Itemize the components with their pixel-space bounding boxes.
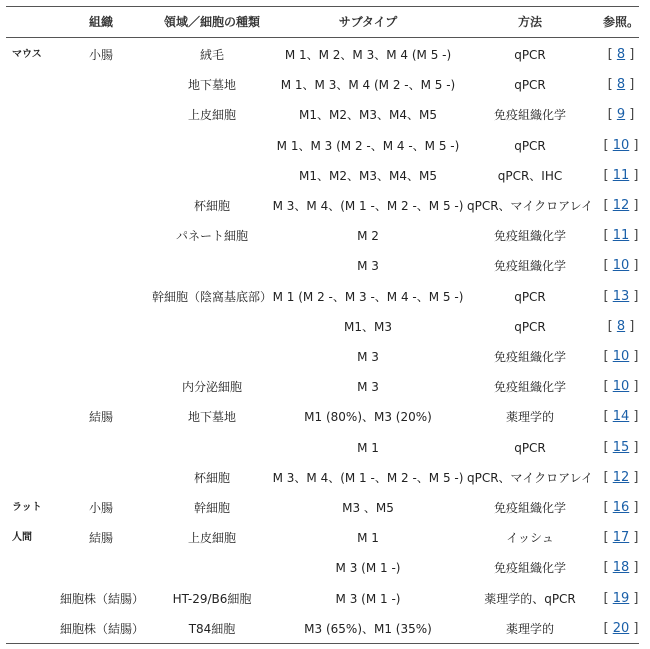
row-region: HT-29/B6細胞 <box>172 591 252 606</box>
reference-link[interactable]: 8 <box>616 318 626 334</box>
row-method: 免疫組織化学 <box>493 350 566 364</box>
header-region: 領域／細胞の種類 <box>163 15 260 29</box>
row-subtype: M1、M2、M3、M4、M5 <box>299 108 437 123</box>
row-tissue <box>60 463 142 493</box>
reference-link[interactable]: 20 <box>612 620 630 636</box>
row-reference: [ 8 ] <box>607 47 635 62</box>
row-tissue <box>60 312 142 342</box>
row-reference: [ 10 ] <box>603 137 639 153</box>
row-reference: [ 14 ] <box>603 409 639 425</box>
row-reference: [ 10 ] <box>603 349 639 364</box>
row-subtype: M 1 <box>357 531 379 546</box>
row-subtype: M3 (65%)、M1 (35%) <box>304 621 432 636</box>
row-region: 地下墓地 <box>187 410 236 425</box>
table-row <box>0 161 650 191</box>
row-species: ラット <box>12 502 42 513</box>
row-subtype: M 3 (M 1 -) <box>335 561 401 576</box>
row-reference: [ 12 ] <box>603 469 639 485</box>
row-subtype: M1 (80%)、M3 (20%) <box>304 410 432 425</box>
reference-link[interactable]: 10 <box>612 379 630 395</box>
row-region: 杯細胞 <box>193 199 230 213</box>
row-tissue <box>60 372 142 402</box>
reference-link[interactable]: 17 <box>612 530 630 546</box>
row-subtype: M 3 (M 1 -) <box>335 591 401 606</box>
row-region: 上皮細胞 <box>187 108 236 123</box>
reference-link[interactable]: 9 <box>616 107 626 123</box>
table-row <box>0 312 650 342</box>
row-region: 幹細胞 <box>193 501 230 515</box>
row-method: 免疫組織化学 <box>493 108 566 123</box>
reference-link[interactable]: 12 <box>612 198 630 213</box>
row-method: qPCR <box>514 440 546 455</box>
table-row <box>0 100 650 130</box>
row-method: qPCR <box>514 48 546 62</box>
row-region: 杯細胞 <box>193 470 230 485</box>
reference-link[interactable]: 12 <box>612 469 630 485</box>
row-method: qPCR、マイクロアレイ <box>466 470 593 485</box>
row-reference: [ 16 ] <box>603 500 639 515</box>
row-subtype: M 3 <box>357 380 379 395</box>
header-rule <box>6 37 639 38</box>
row-tissue: 細胞株（結腸） <box>60 621 145 636</box>
table-row <box>0 70 650 100</box>
row-method: 免疫組織化学 <box>493 259 566 274</box>
row-reference: [ 8 ] <box>607 318 635 334</box>
row-reference: [ 12 ] <box>603 198 639 213</box>
reference-link[interactable]: 15 <box>612 439 630 455</box>
header-subtype: サブタイプ <box>338 15 398 29</box>
table-row <box>0 433 650 463</box>
reference-link[interactable]: 19 <box>612 590 630 606</box>
reference-link[interactable]: 8 <box>616 47 626 62</box>
table-row <box>0 221 650 251</box>
row-tissue <box>60 251 142 281</box>
row-subtype: M 1、M 2、M 3、M 4 (M 5 -) <box>284 48 452 62</box>
row-method: 免疫組織化学 <box>493 561 566 576</box>
table-row <box>0 584 650 614</box>
reference-link[interactable]: 16 <box>612 500 630 515</box>
row-reference: [ 8 ] <box>607 77 635 93</box>
row-subtype: M1、M2、M3、M4、M5 <box>299 168 437 183</box>
row-method: qPCR、マイクロアレイ <box>466 199 593 213</box>
row-reference: [ 17 ] <box>603 530 639 546</box>
table-row <box>0 191 650 221</box>
row-method: 免疫組織化学 <box>493 380 566 395</box>
row-tissue <box>60 433 142 463</box>
reference-link[interactable]: 14 <box>612 409 630 425</box>
row-tissue: 結腸 <box>88 410 113 425</box>
row-tissue: 小腸 <box>88 48 113 62</box>
row-method: 免疫組織化学 <box>493 501 566 515</box>
row-method: 薬理学的 <box>505 621 554 636</box>
row-subtype: M 1 <box>357 440 379 455</box>
row-method: qPCR <box>514 319 546 334</box>
row-tissue <box>60 131 142 161</box>
row-tissue: 小腸 <box>88 501 113 515</box>
row-reference: [ 9 ] <box>607 107 635 123</box>
row-region: パネート細胞 <box>175 229 248 244</box>
table-row <box>0 493 650 523</box>
table-row <box>0 614 650 644</box>
row-tissue <box>60 161 142 191</box>
table-row <box>0 372 650 402</box>
header-method: 方法 <box>517 15 542 29</box>
reference-link[interactable]: 10 <box>612 349 630 364</box>
header-reference: 参照。 <box>602 15 639 29</box>
row-tissue: 細胞株（結腸） <box>60 591 145 606</box>
row-subtype: M 1、M 3、M 4 (M 2 -、M 5 -) <box>280 78 456 93</box>
table-header <box>0 7 650 37</box>
table-row <box>0 251 650 281</box>
table-row <box>0 463 650 493</box>
row-method: イッシュ <box>506 531 554 546</box>
bottom-rule <box>6 643 639 644</box>
reference-link[interactable]: 11 <box>612 228 630 244</box>
table-row <box>0 553 650 583</box>
row-tissue <box>60 191 142 221</box>
table-row <box>0 402 650 432</box>
row-tissue: 結腸 <box>88 531 113 546</box>
row-subtype: M 3、M 4、(M 1 -、M 2 -、M 5 -) <box>272 470 464 485</box>
row-reference: [ 10 ] <box>603 379 639 395</box>
row-method: 薬理学的、qPCR <box>484 591 576 606</box>
row-tissue <box>60 70 142 100</box>
table-row <box>0 342 650 372</box>
row-reference: [ 15 ] <box>603 439 639 455</box>
table-row <box>0 523 650 553</box>
reference-link[interactable]: 8 <box>616 77 626 93</box>
row-reference: [ 10 ] <box>603 258 639 274</box>
reference-link[interactable]: 10 <box>612 137 630 153</box>
row-reference: [ 20 ] <box>603 620 639 636</box>
row-region: 幹細胞（陰窩基底部） <box>151 289 272 304</box>
table-row <box>0 282 650 312</box>
row-subtype: M 3、M 4、(M 1 -、M 2 -、M 5 -) <box>272 199 464 213</box>
row-tissue <box>60 342 142 372</box>
reference-link[interactable]: 11 <box>612 167 630 183</box>
table-row <box>0 40 650 70</box>
row-region: 絨毛 <box>199 48 224 62</box>
row-subtype: M 1 (M 2 -、M 3 -、M 4 -、M 5 -) <box>272 289 464 304</box>
row-reference: [ 19 ] <box>603 590 639 606</box>
row-reference: [ 11 ] <box>603 167 639 183</box>
row-region: T84細胞 <box>188 621 236 636</box>
row-tissue <box>60 221 142 251</box>
row-species: マウス <box>12 49 42 60</box>
row-tissue <box>60 553 142 583</box>
row-subtype: M1、M3 <box>344 319 392 334</box>
reference-link[interactable]: 13 <box>612 288 630 304</box>
table-row <box>0 131 650 161</box>
row-subtype: M 3 <box>357 350 379 364</box>
row-region: 地下墓地 <box>187 78 236 93</box>
row-region: 内分泌細胞 <box>181 380 242 395</box>
row-reference: [ 18 ] <box>603 560 639 576</box>
row-method: qPCR <box>514 78 546 93</box>
reference-link[interactable]: 10 <box>612 258 630 274</box>
row-region: 上皮細胞 <box>187 531 236 546</box>
row-reference: [ 13 ] <box>603 288 639 304</box>
reference-link[interactable]: 18 <box>612 560 630 576</box>
row-reference: [ 11 ] <box>603 228 639 244</box>
row-method: qPCR <box>514 289 546 304</box>
row-method: 薬理学的 <box>505 410 554 425</box>
row-method: qPCR、IHC <box>497 168 563 183</box>
row-subtype: M 1、M 3 (M 2 -、M 4 -、M 5 -) <box>276 138 460 153</box>
row-subtype: M3 、M5 <box>342 501 394 515</box>
row-method: qPCR <box>514 138 546 153</box>
row-method: 免疫組織化学 <box>493 229 566 244</box>
row-tissue <box>60 282 142 312</box>
row-subtype: M 3 <box>357 259 379 274</box>
header-tissue: 組織 <box>88 15 113 29</box>
row-species: 人間 <box>12 532 32 544</box>
row-subtype: M 2 <box>357 229 379 244</box>
row-tissue <box>60 100 142 130</box>
